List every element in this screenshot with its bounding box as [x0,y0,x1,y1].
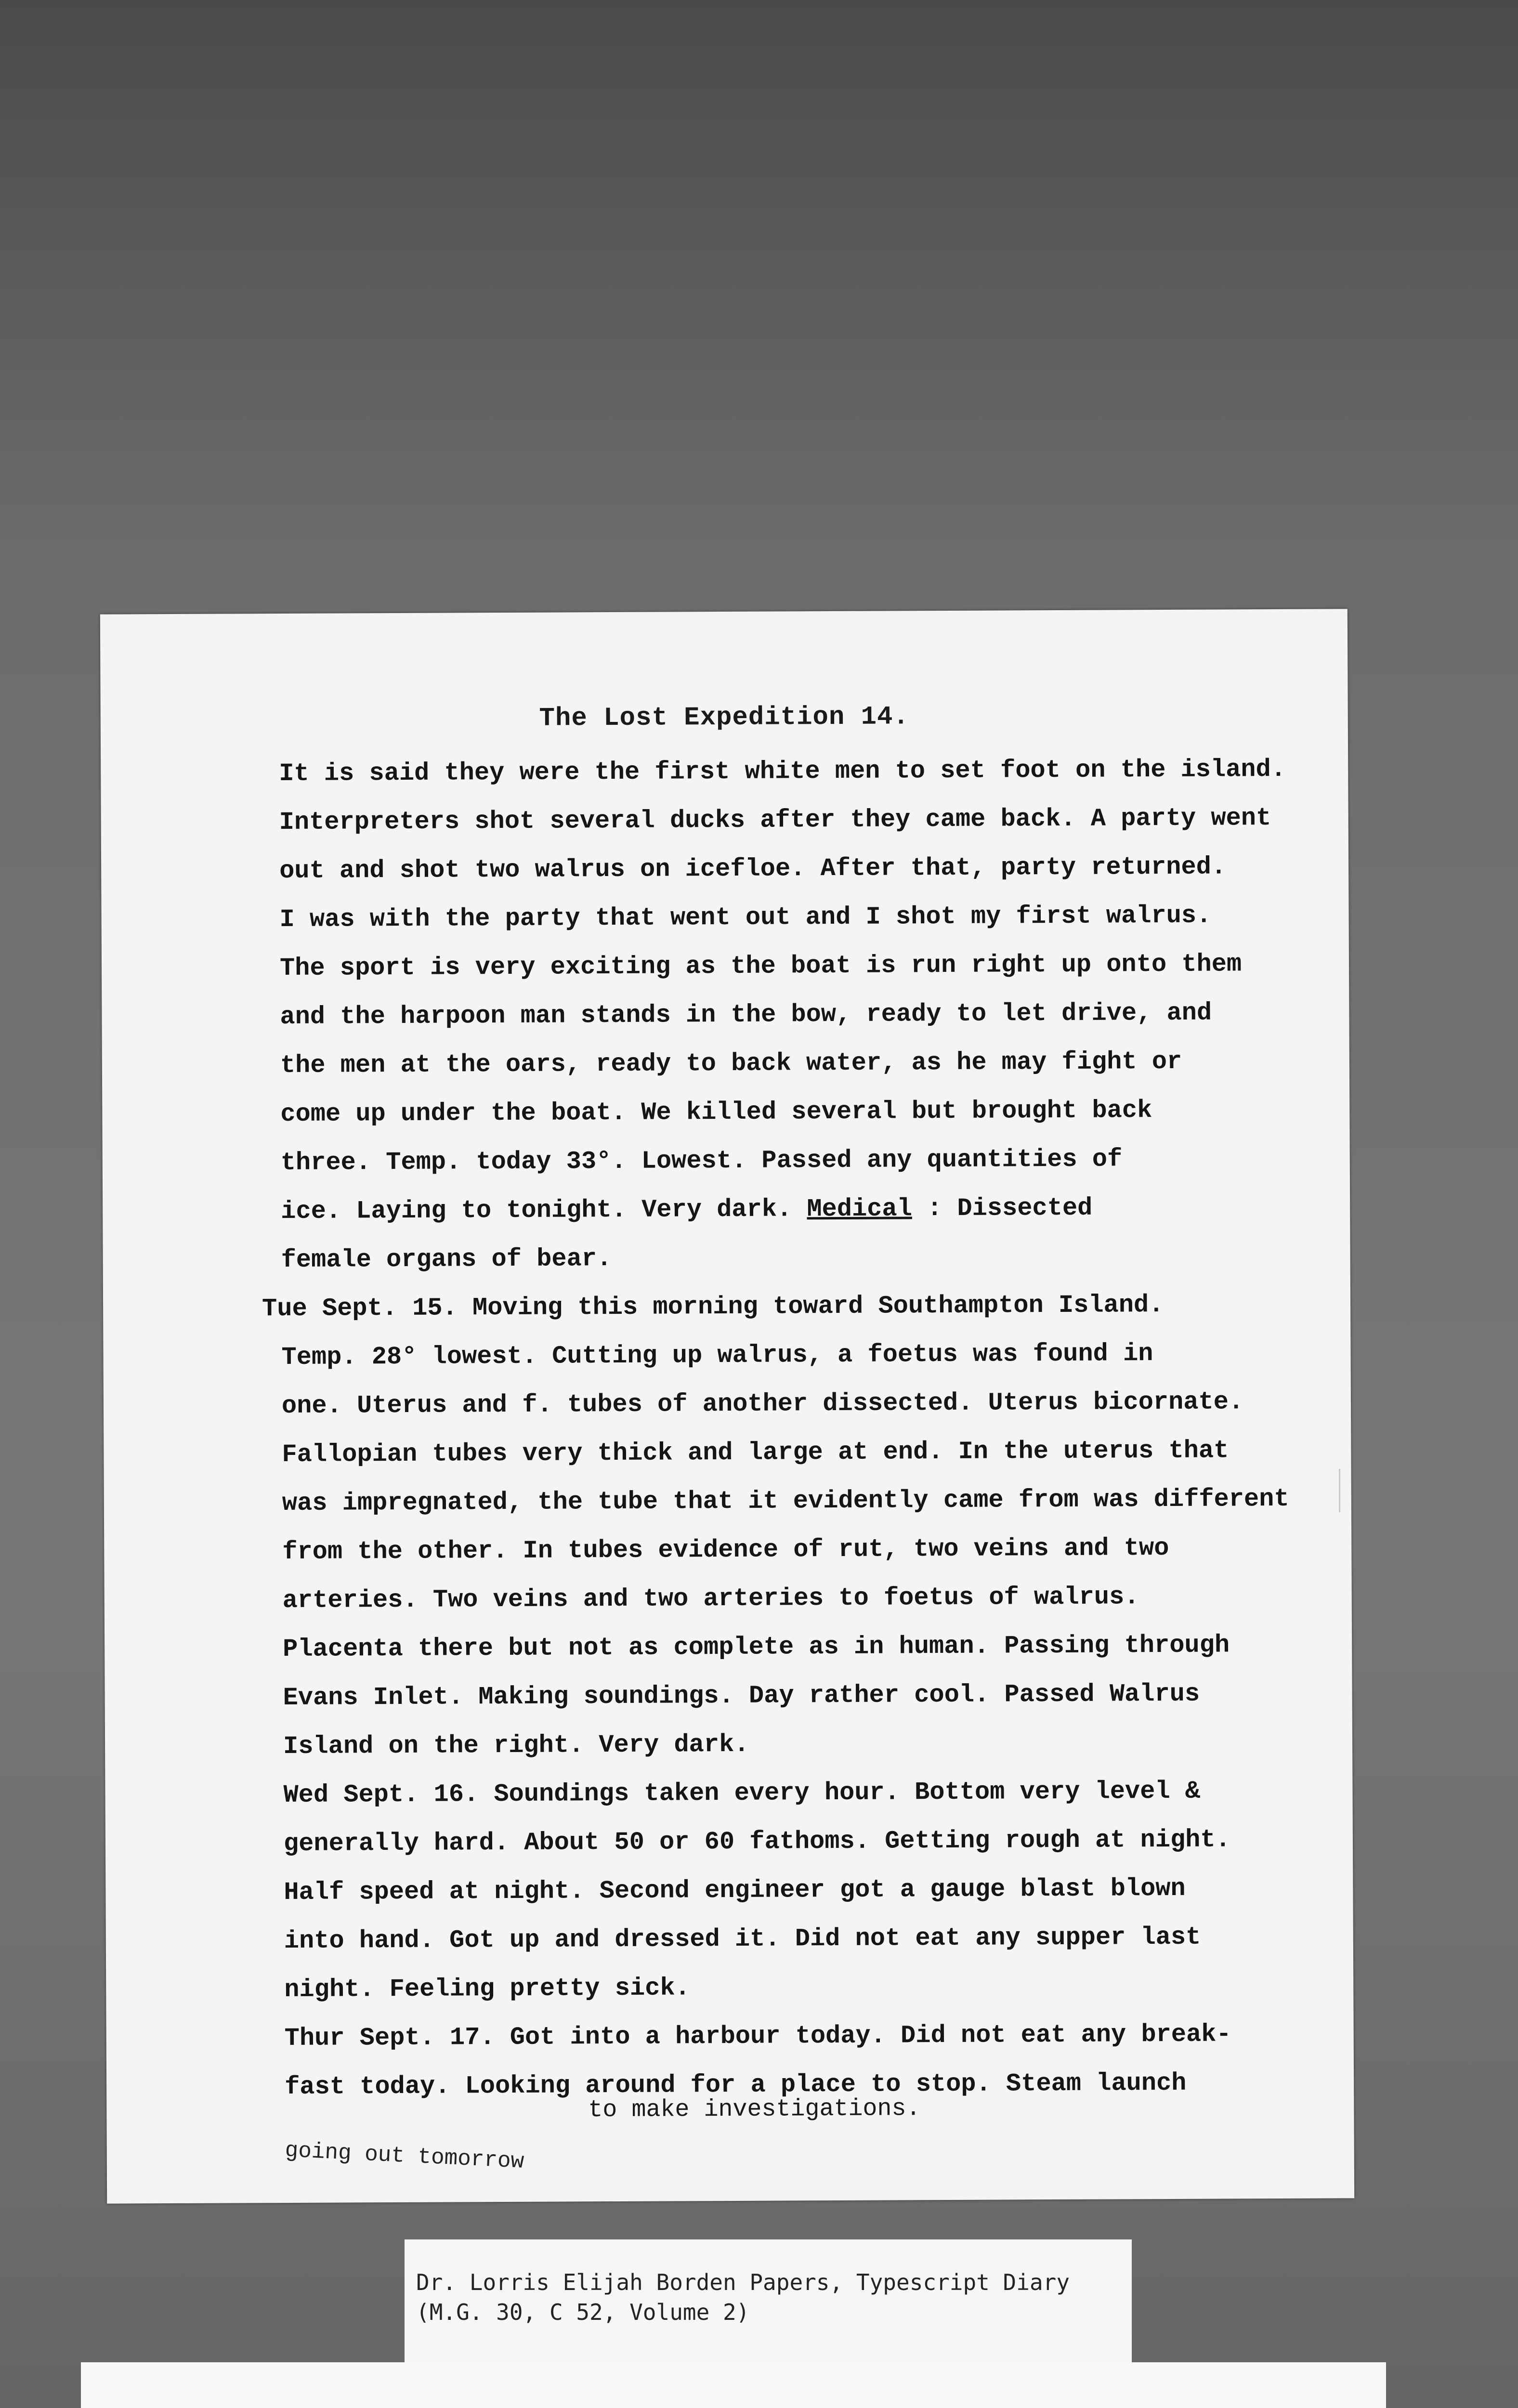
diary-line: Interpreters shot several ducks after they came back. A party went [279,804,1271,837]
typescript-page [100,609,1354,2203]
diary-line: generally hard. About 50 or 60 fathoms. Getting rough at night. [283,1825,1230,1858]
diary-line: Tue Sept. 15. Moving this morning toward Southampton Island. [262,1291,1164,1323]
diary-line: Fallopian tubes very thick and large at end. In the uterus that [282,1436,1229,1469]
diary-line: ice. Laying to tonight. Very dark. Medical : Dissected [281,1193,1093,1226]
diary-line: from the other. In tubes evidence of rut, two veins and two [282,1534,1169,1567]
diary-line: out and shot two walrus on icefloe. After that, party returned. [279,852,1227,886]
diary-text [262,745,1325,2111]
diary-line: Island on the right. Very dark. [283,1730,749,1761]
diary-handwritten-line: going out tomorrow [284,2138,525,2174]
caption-line-1: Dr. Lorris Elijah Borden Papers, Typescript Diary [416,2269,1070,2295]
diary-line: It is said they were the first white men to set foot on the island. [279,755,1286,788]
diary-line: I was with the party that went out and I shot my first walrus. [279,901,1212,934]
page-title: The Lost Expedition 14. [539,702,910,733]
diary-line: and the harpoon man stands in the bow, ready to let drive, and [280,998,1212,1032]
caption-line-2: (M.G. 30, C 52, Volume 2) [416,2299,750,2325]
diary-line: the men at the oars, ready to back water, as he may fight or [280,1047,1182,1080]
diary-line: arteries. Two veins and two arteries to foetus of walrus. [282,1583,1139,1615]
archives-stamp [81,2362,1386,2408]
diary-line: Evans Inlet. Making soundings. Day rather cool. Passed Walrus [283,1679,1200,1713]
diary-line: Placenta there but not as complete as in human. Passing through [283,1631,1230,1664]
diary-line: three. Temp. today 33°. Lowest. Passed any quantities of [280,1145,1123,1178]
diary-line: night. Feeling pretty sick. [284,1974,690,2004]
diary-added-line: to make investigations. [588,2095,921,2124]
caption-label [405,2239,1132,2365]
diary-line: female organs of bear. [281,1244,612,1275]
diary-line: Half speed at night. Second engineer got a gauge blast blown [284,1874,1186,1907]
diary-line: was impregnated, the tube that it evidently came from was different [282,1484,1289,1518]
diary-line: into hand. Got up and dressed it. Did not eat any supper last [284,1923,1201,1956]
diary-line: The sport is very exciting as the boat is run right up onto them [279,950,1242,983]
diary-line: Wed Sept. 16. Soundings taken every hour. Bottom very level & [283,1777,1201,1810]
diary-line: fast today. Looking around for a place to stop. Steam launch [285,2068,1187,2102]
scan-mark [1339,1469,1360,1512]
diary-line: come up under the boat. We killed several but brought back [280,1096,1152,1129]
diary-line: Temp. 28° lowest. Cutting up walrus, a foetus was found in [281,1339,1153,1372]
diary-line: one. Uterus and f. tubes of another dissected. Uterus bicornate. [281,1387,1244,1421]
diary-line: Thur Sept. 17. Got into a harbour today. Did not eat any break- [284,2020,1231,2053]
medical-heading: Medical [807,1194,912,1224]
